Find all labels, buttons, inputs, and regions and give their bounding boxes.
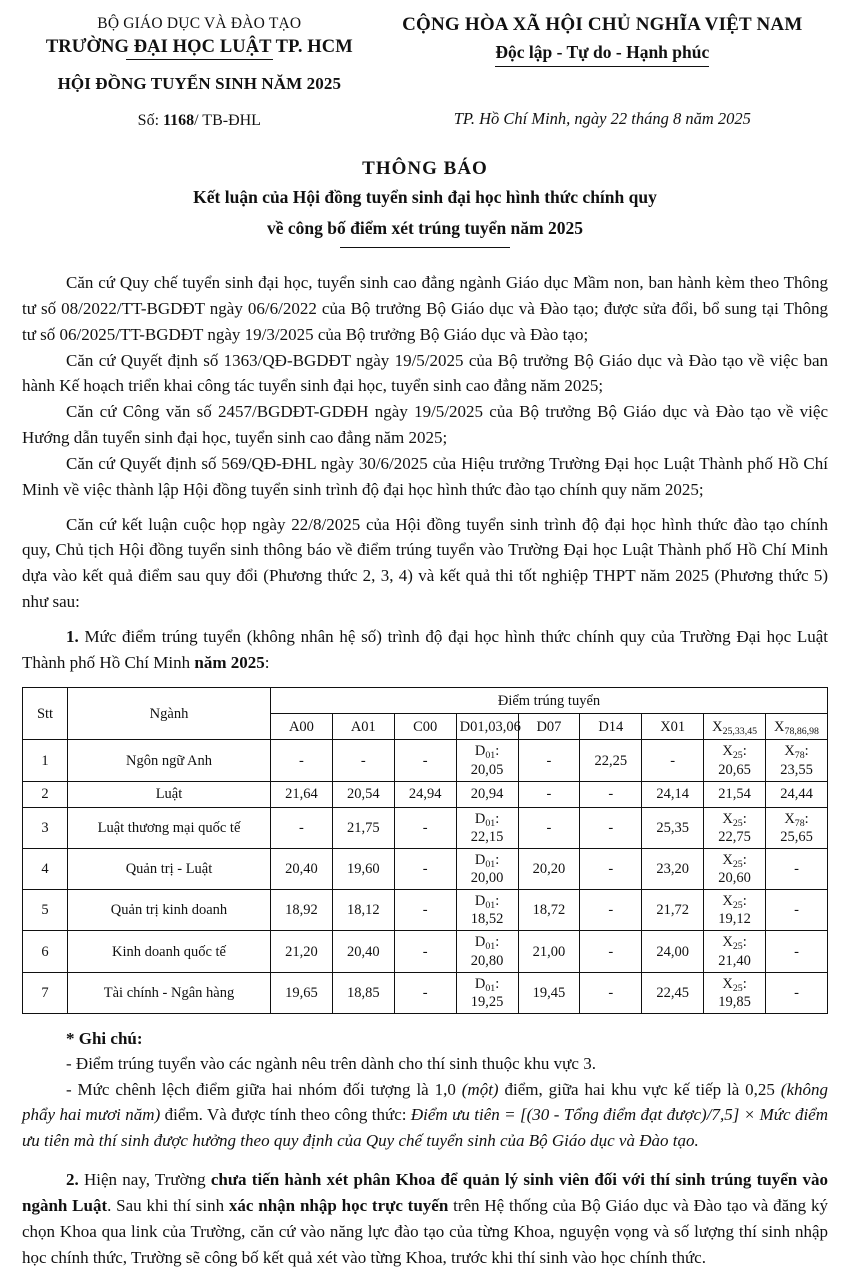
cell-x25 <box>704 972 766 1013</box>
table-header-row-1 <box>23 688 828 714</box>
cell-d07: - <box>518 781 580 807</box>
cell-d01 <box>456 890 518 931</box>
cell-x25-value: : 20,60 <box>718 851 751 887</box>
cell-c00: - <box>394 890 456 931</box>
cell-d01-prefix: D <box>474 893 486 910</box>
cell-c00: - <box>394 972 456 1013</box>
cell-x78 <box>766 848 828 889</box>
cell-d01 <box>456 972 518 1013</box>
national-motto: Độc lập - Tự do - Hạnh phúc <box>495 42 709 67</box>
cell-c00: 24,94 <box>394 781 456 807</box>
country-name: CỘNG HÒA XÃ HỘI CHỦ NGHĨA VIỆT NAM <box>402 14 803 35</box>
cell-a00: 18,92 <box>271 890 333 931</box>
cell-x78 <box>766 781 828 807</box>
cell-d01 <box>456 848 518 889</box>
cell-a00: - <box>271 807 333 848</box>
cell-d14: - <box>580 807 642 848</box>
cell-d01-prefix: D <box>474 851 486 868</box>
header-block-d14: D14 <box>580 714 642 740</box>
cell-major: Luật thương mại quốc tế <box>68 807 271 848</box>
cell-a01: - <box>332 740 394 781</box>
cell-d14: - <box>580 931 642 972</box>
document-number-prefix: Số: <box>137 112 164 130</box>
header-major: Ngành <box>68 688 271 740</box>
table-head <box>23 688 828 740</box>
cell-a01: 19,60 <box>332 848 394 889</box>
document-subtitle-line2: về công bố điểm xét trúng tuyển năm 2025 <box>267 217 583 238</box>
cell-x78-value: : 25,65 <box>780 810 813 845</box>
cell-x78-value: - <box>794 861 799 878</box>
cell-x78-value: 24,44 <box>780 786 813 803</box>
cell-d01-sub: 01 <box>485 817 496 829</box>
note2-italic-2: (không phẩy hai mươi năm) <box>22 1079 828 1125</box>
table-body <box>23 740 828 1014</box>
admission-council-name: HỘI ĐỒNG TUYỂN SINH NĂM 2025 <box>57 73 342 93</box>
cell-x01: 22,45 <box>642 972 704 1013</box>
cell-x78-value: : 23,55 <box>780 743 813 778</box>
cell-x25 <box>704 931 766 972</box>
title-block <box>22 158 828 248</box>
cell-x25 <box>704 890 766 931</box>
cell-x78 <box>766 931 828 972</box>
cell-d01 <box>456 931 518 972</box>
cell-x78 <box>766 972 828 1013</box>
title-underline-rule <box>340 247 510 248</box>
cell-d01-sub: 01 <box>485 750 496 762</box>
cell-x25-sub: 25 <box>732 750 743 762</box>
document-subtitle-line1: Kết luận của Hội đồng tuyển sinh đại học hình thức chính quy <box>193 187 657 208</box>
cell-c00: - <box>394 807 456 848</box>
document-type: THÔNG BÁO <box>362 158 488 180</box>
cell-stt: 2 <box>23 781 68 807</box>
cell-x78-prefix: X <box>784 743 795 760</box>
cell-a00: 21,64 <box>271 781 333 807</box>
cell-x01: 24,00 <box>642 931 704 972</box>
cell-d01-prefix: D <box>474 934 486 951</box>
document-number-value: 1168 <box>163 112 195 130</box>
table-row <box>23 890 828 931</box>
header-block-c00: C00 <box>394 714 456 740</box>
header-x25-letter: X <box>712 718 723 735</box>
legal-basis-paragraph-1: Căn cứ Quy chế tuyển sinh đại học, tuyển sinh cao đẳng ngành Giáo dục Mầm non, ban hành kèm theo Thông tư số 08/2022/TT-BGDĐT ngày 06/6/2022 của Bộ trưởng Bộ Giáo dục và Đào tạo; được sửa đổi, bổ sung tại Thông tư số 06/2025/TT-BGDĐT ngày 19/3/2025 của Bộ trưởng Bộ Giáo dục và Đào tạo; <box>22 273 828 344</box>
section-1-intro <box>22 624 828 676</box>
cell-x01: 23,20 <box>642 848 704 889</box>
cell-d14: - <box>580 848 642 889</box>
cell-d01-sub: 01 <box>485 900 496 912</box>
section-2-number: 2. <box>66 1170 79 1190</box>
cell-a00: 19,65 <box>271 972 333 1013</box>
cell-x25-prefix: X <box>722 851 733 868</box>
header-block-x01: X01 <box>642 714 704 740</box>
section-2-text-3: trên Hệ thống của Bộ Giáo dục và Đào tạo và đăng ký chọn Khoa qua link của Trường, căn cứ vào năng lực đào tạo của từng Khoa, nguyện vọng và số lượng thí sinh nhập học chính thức, Trường sẽ công bố kết quả xét vào từng Khoa, trước khi thí sinh vào học chính thức. <box>22 1196 828 1267</box>
cell-stt: 4 <box>23 848 68 889</box>
header-right-block <box>377 8 828 130</box>
cell-a00: 21,20 <box>271 931 333 972</box>
admission-score-table <box>22 687 828 1014</box>
header-x78-subscript: 78,86,98 <box>784 725 819 737</box>
document-number-suffix: / TB-ĐHL <box>194 112 261 130</box>
section-2-bold-1: chưa tiến hành xét phân Khoa để quản lý sinh viên đối với thí sinh trúng tuyển vào ngành Luật <box>22 1170 828 1216</box>
table-row <box>23 848 828 889</box>
notes-title: * Ghi chú: <box>66 1028 143 1048</box>
cell-d01-value: : 22,15 <box>470 810 504 845</box>
cell-d01 <box>456 781 518 807</box>
cell-major: Kinh doanh quốc tế <box>68 931 271 972</box>
header-score-group: Điểm trúng tuyển <box>271 688 828 714</box>
cell-d07: 20,20 <box>518 848 580 889</box>
cell-major: Quản trị - Luật <box>68 848 271 889</box>
note2-part-a: - Mức chênh lệch điểm giữa hai nhóm đối tượng là 1,0 <box>66 1079 462 1099</box>
table-row <box>23 931 828 972</box>
cell-x25-prefix: X <box>722 893 733 910</box>
cell-x25 <box>704 848 766 889</box>
section-2 <box>22 1167 828 1270</box>
cell-x25-value: : 19,12 <box>718 893 751 928</box>
cell-x78 <box>766 807 828 848</box>
document-body <box>22 270 828 675</box>
cell-d01-value: : 20,05 <box>470 743 504 778</box>
note-item-2 <box>22 1077 828 1154</box>
header-x25-subscript: 25,33,45 <box>722 725 758 737</box>
header-left-block <box>22 8 377 130</box>
cell-x25-sub: 25 <box>732 941 743 953</box>
document-number <box>22 112 377 130</box>
cell-x01: 25,35 <box>642 807 704 848</box>
cell-d01-sub: 01 <box>485 941 496 953</box>
place-and-date: TP. Hồ Chí Minh, ngày 22 tháng 8 năm 2025 <box>453 108 751 128</box>
cell-a01: 20,40 <box>332 931 394 972</box>
section-2-text-1: Hiện nay, Trường <box>78 1170 211 1190</box>
cell-x25-prefix: X <box>722 975 733 992</box>
legal-basis-paragraph-5: Căn cứ kết luận cuộc họp ngày 22/8/2025 của Hội đồng tuyển sinh trình độ đại học hình thức đào tạo chính quy, Chủ tịch Hội đồng tuyển sinh thông báo về điểm trúng tuyển vào Trường Đại học Luật Thành phố Hồ Chí Minh dựa vào kết quả điểm sau quy đổi (Phương thức 2, 3, 4) và kết quả thi tốt nghiệp THPT năm 2025 (Phương thức 5) như sau: <box>22 514 828 611</box>
cell-x78-sub: 78 <box>794 817 805 829</box>
cell-major: Luật <box>68 781 271 807</box>
cell-major: Ngôn ngữ Anh <box>68 740 271 781</box>
header-block-x25 <box>704 714 766 740</box>
header-block-d01: D01,03,06 <box>456 714 518 740</box>
cell-stt: 7 <box>23 972 68 1013</box>
cell-d01-prefix: D <box>474 975 486 992</box>
cell-d01-value: : 18,52 <box>470 893 504 928</box>
cell-x78-value: - <box>794 984 799 1001</box>
header-block-a00: A00 <box>271 714 333 740</box>
cell-x25-value: : 21,40 <box>718 934 751 969</box>
notes-section <box>22 1026 828 1154</box>
university-name: TRƯỜNG ĐẠI HỌC LUẬT TP. HCM <box>46 35 353 61</box>
cell-x25-sub: 25 <box>732 817 743 829</box>
cell-d14: 22,25 <box>580 740 642 781</box>
cell-d01-prefix: D <box>474 810 486 827</box>
header-block-d07: D07 <box>518 714 580 740</box>
cell-x78 <box>766 890 828 931</box>
document-header <box>22 8 828 130</box>
cell-x25-sub: 25 <box>732 858 743 870</box>
cell-x01: 24,14 <box>642 781 704 807</box>
cell-d01-sub: 01 <box>485 858 496 870</box>
cell-x25-prefix: X <box>722 810 733 827</box>
header-block-a01: A01 <box>332 714 394 740</box>
cell-x25 <box>704 781 766 807</box>
cell-a00: 20,40 <box>271 848 333 889</box>
cell-x25-prefix: X <box>722 934 733 951</box>
cell-x25-sub: 25 <box>732 982 743 994</box>
note2-part-b: điểm, giữa hai khu vực kế tiếp là 0,25 <box>498 1079 781 1099</box>
cell-x78-prefix: X <box>784 810 795 827</box>
cell-x25 <box>704 740 766 781</box>
cell-a01: 21,75 <box>332 807 394 848</box>
note-item-1: - Điểm trúng tuyển vào các ngành nêu trên dành cho thí sinh thuộc khu vực 3. <box>66 1054 596 1074</box>
legal-basis-paragraph-4: Căn cứ Quyết định số 569/QĐ-ĐHL ngày 30/6/2025 của Hiệu trưởng Trường Đại học Luật Thành phố Hồ Chí Minh về việc thành lập Hội đồng tuyển sinh trình độ đại học hình thức đào tạo chính quy năm 2025; <box>22 453 828 499</box>
cell-d01-value: : 20,80 <box>470 934 504 969</box>
legal-basis-paragraph-2: Căn cứ Quyết định số 1363/QĐ-BGDĐT ngày 19/5/2025 của Bộ trưởng Bộ Giáo dục và Đào tạo về việc ban hành Kế hoạch triển khai công tác tuyển sinh đại học, tuyển sinh cao đẳng năm 2025; <box>22 350 828 396</box>
header-stt: Stt <box>23 688 68 740</box>
cell-d01 <box>456 807 518 848</box>
cell-d07: - <box>518 807 580 848</box>
cell-x78 <box>766 740 828 781</box>
cell-major: Quản trị kinh doanh <box>68 890 271 931</box>
cell-x01: - <box>642 740 704 781</box>
cell-x25-prefix: X <box>722 743 733 760</box>
table-row <box>23 972 828 1013</box>
cell-d14: - <box>580 972 642 1013</box>
legal-basis-paragraph-3: Căn cứ Công văn số 2457/BGDĐT-GDĐH ngày 19/5/2025 của Bộ trưởng Bộ Giáo dục và Đào tạo về việc Hướng dẫn tuyển sinh đại học, tuyển sinh cao đẳng năm 2025; <box>22 402 828 448</box>
cell-c00: - <box>394 931 456 972</box>
cell-a01: 20,54 <box>332 781 394 807</box>
cell-a01: 18,12 <box>332 890 394 931</box>
section-2-bold-2: xác nhận nhập học trực tuyến <box>228 1196 449 1216</box>
cell-major: Tài chính - Ngân hàng <box>68 972 271 1013</box>
cell-a00: - <box>271 740 333 781</box>
cell-d07: 19,45 <box>518 972 580 1013</box>
cell-stt: 6 <box>23 931 68 972</box>
note2-part-c: điểm. Và được tính theo công thức: <box>160 1105 411 1125</box>
cell-stt: 5 <box>23 890 68 931</box>
cell-x01: 21,72 <box>642 890 704 931</box>
note2-italic-1: (một) <box>461 1079 499 1099</box>
section-1-tail: : <box>264 652 270 672</box>
section-1-number: 1. <box>66 626 79 646</box>
cell-x25-sub: 25 <box>732 900 743 912</box>
header-x78-letter: X <box>774 718 785 735</box>
table-row <box>23 807 828 848</box>
header-block-x78 <box>766 714 828 740</box>
cell-d01-sub: 01 <box>485 982 496 994</box>
ministry-name: BỘ GIÁO DỤC VÀ ĐÀO TẠO <box>97 15 302 32</box>
cell-c00: - <box>394 740 456 781</box>
cell-c00: - <box>394 848 456 889</box>
cell-x25-value: : 22,75 <box>718 810 751 845</box>
section-1-year-emphasis: năm 2025 <box>194 652 265 672</box>
cell-d07: 21,00 <box>518 931 580 972</box>
cell-d14: - <box>580 781 642 807</box>
table-row <box>23 740 828 781</box>
cell-x78-value: - <box>794 943 799 960</box>
cell-x78-value: - <box>794 902 799 919</box>
cell-x25-value: : 19,85 <box>718 975 751 1010</box>
cell-x25 <box>704 807 766 848</box>
cell-d01-value: 20,94 <box>470 786 504 803</box>
cell-stt: 3 <box>23 807 68 848</box>
cell-d07: - <box>518 740 580 781</box>
cell-d01-value: : 19,25 <box>470 975 504 1010</box>
cell-x25-value: : 20,65 <box>718 743 751 778</box>
note2-formula: Điểm ưu tiên = [(30 - Tổng điểm đạt được)/7,5] × Mức điểm ưu tiên mà thí sinh được hưởng theo quy định của Quy chế tuyển sinh của Bộ Giáo dục và Đào tạo. <box>22 1105 828 1150</box>
cell-stt: 1 <box>23 740 68 781</box>
cell-a01: 18,85 <box>332 972 394 1013</box>
section-2-paragraph <box>22 1167 828 1270</box>
cell-d01 <box>456 740 518 781</box>
cell-d14: - <box>580 890 642 931</box>
cell-d01-value: : 20,00 <box>470 851 504 887</box>
table-row <box>23 781 828 807</box>
cell-d07: 18,72 <box>518 890 580 931</box>
cell-x78-sub: 78 <box>794 750 805 762</box>
cell-x25-value: 21,54 <box>718 786 751 803</box>
section-2-text-2: . Sau khi thí sinh <box>107 1196 229 1216</box>
cell-d01-prefix: D <box>474 743 486 760</box>
section-1-lead-text: Mức điểm trúng tuyển (không nhân hệ số) trình độ đại học hình thức chính quy của Trường Đại học Luật Thành phố Hồ Chí Minh <box>22 626 828 672</box>
